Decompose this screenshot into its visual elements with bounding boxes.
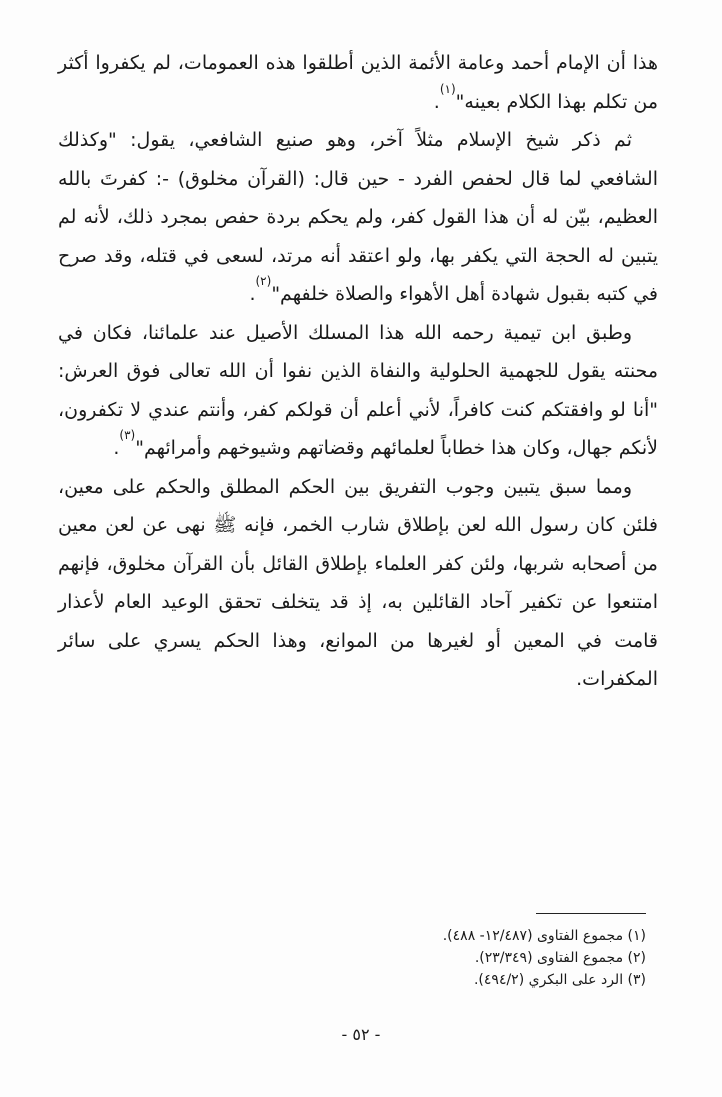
paragraph-1 [58, 44, 658, 121]
paragraph-4 [58, 468, 658, 699]
footnote-ref: (٣) [119, 428, 136, 442]
paragraph-3 [58, 314, 658, 468]
footnote-ref: (١) [439, 81, 456, 96]
paragraph-2 [58, 121, 658, 314]
paragraph-end: . [113, 437, 120, 459]
footnotes [300, 925, 646, 991]
footnote-2: (٢) مجموع الفتاوى (٢٣/٣٤٩). [474, 950, 646, 966]
footnote-ref: (٢) [255, 274, 272, 288]
paragraph-text: ثم ذكر شيخ الإسلام مثلاً آخر، وهو صنيع الشافعي، يقول: "وكذلك الشافعي لما قال لحفص الفرد - حين قال: (القرآن مخلوق) -: كفرتَ بالله العظيم، بيّن له أن هذا القول كفر، ولم يحكم بردة حفص بمجرد ذلك، لأنه لم يتبين له الحجة التي يكفر بها، ولو اعتقد أنه مرتد، لسعى في قتله، وقد صرح في كتبه بقبول شهادة أهل الأهواء والصلاة خلفهم" [58, 129, 658, 305]
paragraph-text: هذا أن الإمام أحمد وعامة الأئمة الذين أطلقوا هذه العمومات، لم يكفروا أكثر من تكلم بهذا الكلام بعينه" [58, 52, 658, 113]
paragraph-end: . [433, 90, 440, 113]
footnote-3: (٣) الرد على البكري (٤٩٤/٢). [473, 972, 646, 988]
paragraph-text: ومما سبق يتبين وجوب التفريق بين الحكم المطلق والحكم على معين، فلئن كان رسول الله لعن بإطلاق شارب الخمر، فإنه ﷺ نهى عن لعن معين من أصحابه شربها، ولئن كفر العلماء بإطلاق القائل بأن القرآن مخلوق، فإنهم امتنعوا عن تكفير آحاد القائلين به، إذ قد يتخلف تحقق الوعيد العام لأعذار قامت في المعين أو لغيرها من الموانع، وهذا الحكم يسري على سائر المكفرات. [58, 475, 658, 690]
footnote-divider [536, 913, 646, 914]
main-text [58, 44, 658, 699]
paragraph-end: . [249, 283, 256, 305]
page-number: - ٥٢ - [341, 1025, 381, 1044]
paragraph-text: وطبق ابن تيمية رحمه الله هذا المسلك الأصيل عند علمائنا، فكان في محنته يقول للجهمية الحلولية والنفاة الذين نفوا أن الله تعالى فوق العرش: "أنا لو وافقتكم كنت كافراً، لأني أعلم أن قولكم كفر، وأنتم عندي لا تكفرون، لأنكم جهال، وكان هذا خطاباً لعلمائهم وقضاتهم وشيوخهم وأمرائهم" [58, 321, 658, 459]
footnote-1: (١) مجموع الفتاوى (١٢/٤٨٧- ٤٨٨). [442, 928, 646, 944]
